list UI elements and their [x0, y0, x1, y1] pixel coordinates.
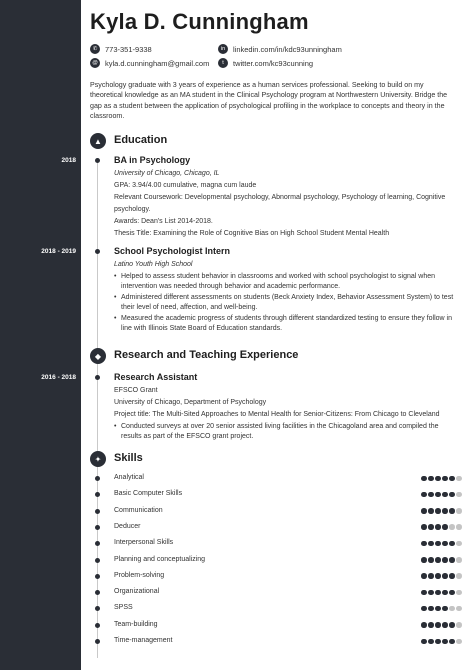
rating-dot-empty — [456, 524, 462, 530]
linkedin-text[interactable]: linkedin.com/in/kdc93unningham — [233, 44, 342, 54]
timeline-dot — [95, 492, 100, 497]
rating-dot-filled — [428, 492, 434, 498]
coursework-text: Relevant Coursework: Developmental psychology, Abnormal psychology, Psychology of learning, Cognitive — [114, 194, 446, 201]
email-contact[interactable] — [90, 58, 209, 68]
skill-rating — [421, 557, 464, 563]
rating-dot-filled — [421, 622, 427, 628]
rating-dot-filled — [421, 573, 427, 579]
timeline-dot — [95, 541, 100, 546]
rating-dot-empty — [456, 541, 462, 547]
candidate-name: Kyla D. Cunningham — [90, 9, 309, 34]
rating-dot-filled — [442, 573, 448, 579]
timeline-dot — [95, 525, 100, 530]
skill-name: Team-building — [114, 620, 158, 628]
rating-dot-filled — [442, 524, 448, 530]
rating-dot-filled — [442, 541, 448, 547]
rating-dot-filled — [442, 508, 448, 514]
timeline-dot — [95, 623, 100, 628]
skill-name: Organizational — [114, 588, 160, 596]
rating-dot-empty — [456, 622, 462, 628]
rating-dot-filled — [435, 590, 441, 596]
rating-dot-empty — [456, 590, 462, 596]
phone-contact — [90, 44, 152, 54]
rating-dot-filled — [449, 557, 455, 563]
education-date: 2018 — [61, 157, 76, 164]
twitter-text[interactable]: twitter.com/kc93cunning — [233, 58, 314, 68]
rating-dot-filled — [421, 476, 427, 482]
skill-rating — [421, 590, 464, 596]
rating-dot-filled — [442, 590, 448, 596]
rating-dot-filled — [428, 524, 434, 530]
coursework-text-cont: psychology. — [114, 206, 151, 213]
research-job-title: Research Assistant — [114, 372, 198, 382]
skill-name: Communication — [114, 506, 163, 514]
rating-dot-filled — [435, 557, 441, 563]
timeline-line — [97, 160, 98, 658]
rating-dot-filled — [421, 524, 427, 530]
research-heading: Research and Teaching Experience — [114, 349, 299, 361]
rating-dot-filled — [435, 573, 441, 579]
awards-text: Awards: Dean's List 2014-2018. — [114, 218, 213, 225]
graduation-cap-icon: ▲ — [90, 133, 106, 149]
rating-dot-filled — [435, 492, 441, 498]
twitter-contact[interactable] — [218, 58, 313, 68]
rating-dot-filled — [435, 639, 441, 645]
timeline-dot — [95, 509, 100, 514]
intern-org: Latino Youth High School — [114, 261, 193, 268]
timeline-dot — [95, 574, 100, 579]
timeline-dot — [95, 606, 100, 611]
rating-dot-filled — [442, 639, 448, 645]
timeline-dot — [95, 558, 100, 563]
rating-dot-filled — [449, 541, 455, 547]
rating-dot-filled — [428, 622, 434, 628]
skill-rating — [421, 573, 464, 579]
skill-rating — [421, 492, 464, 498]
list-item: • Conducted surveys at over 20 senior assisted living facilities in the Chicagoland area and compiled the results as part of the EFSCO grant project. — [114, 422, 459, 443]
skill-name: Time-management — [114, 637, 173, 644]
rating-dot-filled — [421, 508, 427, 514]
email-icon: @ — [90, 58, 100, 68]
rating-dot-empty — [456, 573, 462, 579]
rating-dot-filled — [435, 508, 441, 514]
rating-dot-filled — [435, 524, 441, 530]
rating-dot-filled — [421, 492, 427, 498]
rating-dot-empty — [449, 524, 455, 530]
rating-dot-filled — [442, 476, 448, 482]
department-text: University of Chicago, Department of Psychology — [114, 399, 267, 406]
rating-dot-empty — [456, 557, 462, 563]
list-item: • Helped to assess student behavior in classrooms and worked with school psychologist to signal when intervention was needed through behavior and academic performance. — [114, 272, 459, 293]
rating-dot-filled — [428, 508, 434, 514]
rating-dot-filled — [449, 622, 455, 628]
skill-name: Interpersonal Skills — [114, 539, 174, 547]
rating-dot-empty — [456, 639, 462, 645]
timeline-dot — [95, 375, 100, 380]
rating-dot-filled — [449, 590, 455, 596]
timeline-dot — [95, 639, 100, 644]
rating-dot-filled — [421, 557, 427, 563]
skill-name: SPSS — [114, 604, 133, 612]
rating-dot-filled — [435, 476, 441, 482]
phone-icon: ✆ — [90, 44, 100, 54]
rating-dot-empty — [456, 492, 462, 498]
twitter-icon: t — [218, 58, 228, 68]
gpa-text: GPA: 3.94/4.00 cumulative, magna cum laude — [114, 182, 257, 189]
skill-name: Basic Computer Skills — [114, 490, 183, 498]
skill-rating — [421, 606, 464, 612]
rating-dot-empty — [449, 606, 455, 612]
skill-rating — [421, 541, 464, 547]
school-name: University of Chicago, Chicago, IL — [114, 170, 220, 177]
research-date: 2016 - 2018 — [41, 374, 76, 381]
research-bullets — [114, 422, 459, 443]
degree-title: BA in Psychology — [114, 155, 191, 165]
mortarboard-icon: ◆ — [90, 348, 106, 364]
rating-dot-filled — [428, 606, 434, 612]
intern-title: School Psychologist Intern — [114, 246, 231, 256]
rating-dot-filled — [428, 590, 434, 596]
rating-dot-filled — [428, 541, 434, 547]
grant-name: EFSCO Grant — [114, 387, 158, 394]
sidebar — [0, 0, 81, 670]
rating-dot-filled — [435, 622, 441, 628]
rating-dot-empty — [456, 476, 462, 482]
intern-date: 2018 - 2019 — [41, 248, 76, 255]
rating-dot-filled — [421, 590, 427, 596]
rating-dot-filled — [428, 476, 434, 482]
linkedin-contact[interactable] — [218, 44, 342, 54]
rating-dot-empty — [456, 508, 462, 514]
rating-dot-filled — [428, 557, 434, 563]
phone-text: 773-351-9338 — [105, 44, 152, 54]
rating-dot-filled — [421, 606, 427, 612]
rating-dot-filled — [428, 639, 434, 645]
email-text[interactable]: kyla.d.cunningham@gmail.com — [105, 58, 210, 68]
summary-text: Psychology graduate with 3 years of experience as a human services professional. Seeking to build on my theoretical knowledge as an MA student in the Clinical Psychology program at Northwestern University. Bridge the gap as a student between the application of psychological profiling in the workplace to concepts and theory in the classroom. — [90, 81, 448, 121]
linkedin-icon: in — [218, 44, 228, 54]
skill-name: Planning and conceptualizing — [114, 555, 206, 563]
skill-name: Problem-solving — [114, 571, 165, 579]
rating-dot-filled — [449, 492, 455, 498]
skill-rating — [421, 639, 464, 645]
rating-dot-filled — [442, 606, 448, 612]
puzzle-icon: ✦ — [90, 451, 106, 467]
project-text: Project title: The Multi-Sited Approaches to Mental Health for Senior-Citizens: From Chicago to Cleveland — [114, 411, 440, 418]
rating-dot-filled — [421, 639, 427, 645]
rating-dot-filled — [449, 639, 455, 645]
skill-name: Deducer — [114, 522, 141, 530]
education-heading: Education — [114, 134, 168, 146]
rating-dot-filled — [442, 557, 448, 563]
rating-dot-filled — [435, 606, 441, 612]
rating-dot-filled — [449, 508, 455, 514]
skill-rating — [421, 622, 464, 628]
skill-name: Analytical — [114, 474, 144, 481]
timeline-dot — [95, 249, 100, 254]
rating-dot-filled — [449, 573, 455, 579]
rating-dot-filled — [442, 492, 448, 498]
rating-dot-filled — [428, 573, 434, 579]
rating-dot-filled — [435, 541, 441, 547]
timeline-dot — [95, 158, 100, 163]
list-item: • Measured the academic progress of students through different standardized testing to ensure they follow in line with Illinois State Board of Education standards. — [114, 314, 459, 335]
skills-heading: Skills — [114, 452, 143, 464]
timeline-dot — [95, 476, 100, 481]
rating-dot-filled — [442, 622, 448, 628]
timeline-dot — [95, 590, 100, 595]
intern-bullets — [114, 272, 459, 334]
list-item: • Administered different assessments on students (Beck Anxiety Index, Behavior Assessment System) to test their level of need, affection, and well-being. — [114, 293, 459, 314]
skill-rating — [421, 476, 464, 482]
skill-rating — [421, 524, 464, 530]
skill-rating — [421, 508, 464, 514]
rating-dot-filled — [421, 541, 427, 547]
thesis-text: Thesis Title: Examining the Role of Cognitive Bias on High School Student Mental Health — [114, 230, 390, 237]
rating-dot-empty — [456, 606, 462, 612]
rating-dot-filled — [449, 476, 455, 482]
